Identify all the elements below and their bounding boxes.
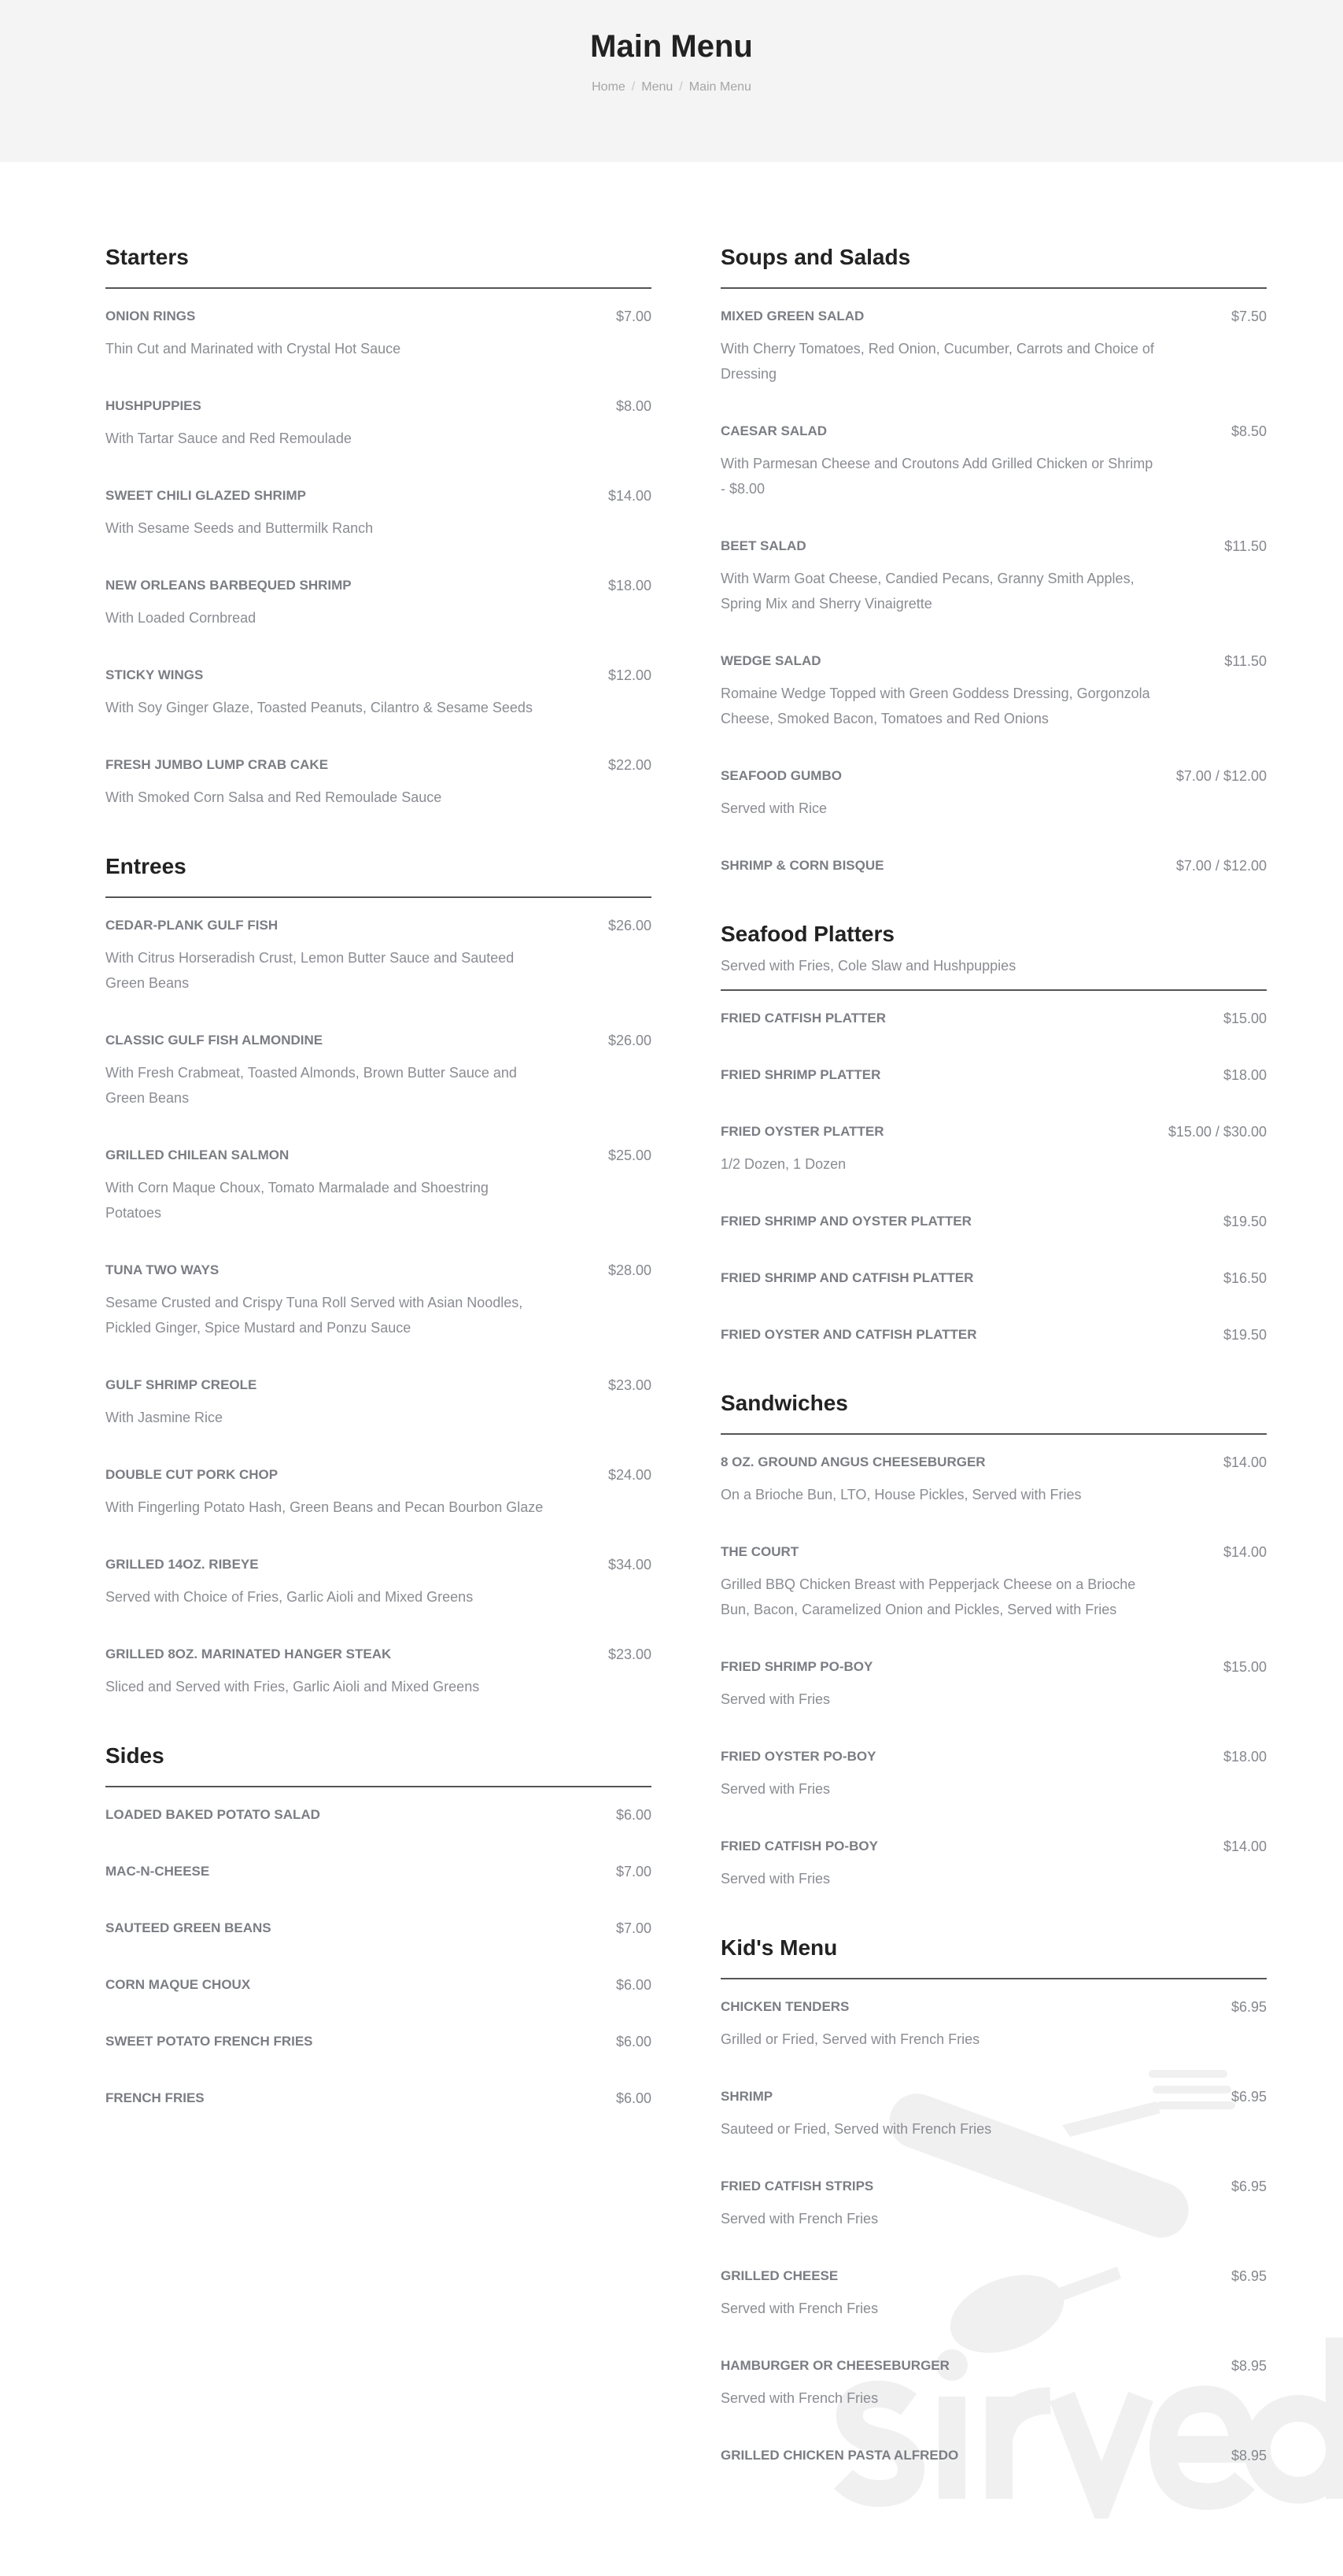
menu-item-header	[721, 1655, 1267, 1679]
menu-item-name: THE COURT	[721, 1544, 799, 1559]
menu-item-name: FRIED SHRIMP AND OYSTER PLATTER	[721, 1214, 972, 1229]
menu-item-name: MIXED GREEN SALAD	[721, 309, 865, 323]
menu-item-header	[721, 2085, 1267, 2108]
menu-item-name: FRIED SHRIMP AND CATFISH PLATTER	[721, 1270, 974, 1285]
menu-item-description: With Fingerling Potato Hash, Green Beans and Pecan Bourbon Glaze	[105, 1499, 544, 1515]
menu-item-name: CLASSIC GULF FISH ALMONDINE	[105, 1033, 323, 1048]
menu-item	[721, 2085, 1267, 2142]
menu-item-header	[105, 1643, 651, 1666]
menu-section	[105, 234, 651, 810]
menu-item	[105, 2030, 651, 2053]
menu-item-price: $19.50	[1223, 1327, 1267, 1343]
menu-item-price: $18.00	[607, 578, 651, 593]
menu-item-name: GRILLED CHILEAN SALMON	[105, 1148, 290, 1162]
menu-item	[721, 2264, 1267, 2321]
breadcrumb-home[interactable]: Home	[592, 80, 625, 94]
menu-item	[721, 1120, 1267, 1177]
menu-item-header	[721, 419, 1267, 443]
menu-item-name: FRIED SHRIMP PLATTER	[721, 1067, 881, 1082]
menu-item	[721, 764, 1267, 821]
menu-item-header	[721, 305, 1267, 328]
menu-item-header	[105, 1916, 651, 1940]
menu-item	[721, 1007, 1267, 1030]
menu-item-header	[105, 1553, 651, 1576]
menu-item-price: $24.00	[607, 1467, 651, 1483]
menu-item-header	[105, 1029, 651, 1052]
menu-item-header	[721, 1266, 1267, 1290]
menu-item-name: NEW ORLEANS BARBEQUED SHRIMP	[105, 578, 352, 593]
menu-item-price: $6.00	[615, 2034, 651, 2049]
menu-item	[105, 1144, 651, 1225]
menu-item-name: CHICKEN TENDERS	[721, 1999, 850, 2014]
menu-item	[105, 1258, 651, 1340]
menu-item	[721, 1745, 1267, 1802]
menu-item-price: $6.00	[615, 2090, 651, 2106]
menu-item-header	[721, 1451, 1267, 1474]
menu-item-price: $6.00	[615, 1807, 651, 1823]
menu-item	[721, 1655, 1267, 1712]
menu-item-description: With Cherry Tomatoes, Red Onion, Cucumber, Carrots and Choice of Dressing	[721, 341, 1154, 382]
menu-item-price: $6.95	[1230, 2089, 1267, 2105]
menu-item-header	[721, 1007, 1267, 1030]
menu-item-name: CORN MAQUE CHOUX	[105, 1977, 251, 1992]
menu-item-header	[105, 914, 651, 937]
breadcrumb	[0, 80, 1343, 94]
page-title: Main Menu	[590, 29, 753, 64]
menu-item	[105, 574, 651, 630]
menu-item-price: $6.00	[615, 1977, 651, 1993]
menu-item-description: With Smoked Corn Salsa and Red Remoulade Sauce	[105, 789, 442, 805]
section-title: Sides	[105, 1743, 164, 1768]
menu-item-name: SAUTEED GREEN BEANS	[105, 1920, 271, 1935]
menu-item-price: $11.50	[1224, 538, 1267, 554]
menu-item-header	[721, 1063, 1267, 1087]
menu-section	[105, 843, 651, 1699]
menu-item-name: FRIED SHRIMP PO-BOY	[721, 1659, 873, 1674]
menu-item-name: FRIED CATFISH PO-BOY	[721, 1839, 878, 1853]
menu-item-description: Served with Fries	[721, 1691, 831, 1707]
menu-item-description: Served with French Fries	[721, 2211, 879, 2227]
menu-item-price: $18.00	[1223, 1749, 1267, 1765]
menu-item	[721, 649, 1267, 731]
menu-item-price: $8.95	[1230, 2448, 1267, 2463]
section-header	[721, 911, 1267, 991]
section-title: Soups and Salads	[721, 245, 911, 269]
menu-item	[105, 1973, 651, 1997]
menu-item-description: With Parmesan Cheese and Croutons Add Grilled Chicken or Shrimp - $8.00	[721, 456, 1153, 497]
menu-item-description: With Sesame Seeds and Buttermilk Ranch	[105, 520, 374, 536]
menu-item-name: GRILLED CHICKEN PASTA ALFREDO	[721, 2448, 959, 2463]
menu-item-header	[721, 764, 1267, 788]
menu-item-price: $19.50	[1223, 1214, 1267, 1229]
menu-item-price: $7.00 / $12.00	[1175, 858, 1267, 874]
section-subtitle: Served with Fries, Cole Slaw and Hushpuppies	[721, 958, 1016, 974]
menu-item-description: With Loaded Cornbread	[105, 610, 256, 626]
menu-item-header	[721, 2444, 1267, 2467]
menu-item-header	[721, 1210, 1267, 1233]
menu-item	[721, 1210, 1267, 1233]
menu-item	[105, 914, 651, 996]
menu-item-price: $15.00	[1223, 1011, 1267, 1026]
section-header	[721, 234, 1267, 289]
menu-item-price: $7.00 / $12.00	[1175, 768, 1267, 784]
menu-item-price: $7.00	[615, 1864, 651, 1879]
menu-item	[721, 1835, 1267, 1891]
menu-item-price: $6.95	[1230, 1999, 1267, 2015]
menu-item-name: CEDAR-PLANK GULF FISH	[105, 918, 279, 933]
menu-item-description: Served with Fries	[721, 1871, 831, 1887]
menu-section	[721, 234, 1267, 878]
menu-item	[721, 2444, 1267, 2467]
section-header	[105, 1732, 651, 1787]
breadcrumb-separator: /	[679, 80, 683, 94]
menu-item-header	[721, 2175, 1267, 2198]
menu-item-header	[105, 305, 651, 328]
menu-item	[105, 1373, 651, 1430]
menu-item-description: With Fresh Crabmeat, Toasted Almonds, Brown Butter Sauce and Green Beans	[105, 1065, 517, 1106]
section-title: Kid's Menu	[721, 1935, 838, 1960]
menu-item-header	[105, 2030, 651, 2053]
menu-item-price: $14.00	[1223, 1544, 1267, 1560]
menu-item-description: With Citrus Horseradish Crust, Lemon Butter Sauce and Sauteed Green Beans	[105, 950, 515, 991]
menu-item-price: $14.00	[607, 488, 651, 504]
menu-item-price: $7.00	[615, 309, 651, 324]
menu-item	[105, 1553, 651, 1610]
menu-section	[105, 1732, 651, 2110]
menu-item-header	[721, 1835, 1267, 1858]
menu-item-name: SWEET POTATO FRENCH FRIES	[105, 2034, 313, 2049]
menu-item-description: With Tartar Sauce and Red Remoulade	[105, 431, 352, 446]
menu-item-name: GRILLED CHEESE	[721, 2268, 839, 2283]
menu-item	[105, 1643, 651, 1699]
page-header	[0, 0, 1343, 162]
section-title: Starters	[105, 245, 189, 269]
menu-item-name: HAMBURGER OR CHEESEBURGER	[721, 2358, 950, 2373]
menu-item	[721, 1266, 1267, 1290]
menu-item-name: GRILLED 8OZ. MARINATED HANGER STEAK	[105, 1646, 392, 1661]
section-title: Seafood Platters	[721, 922, 895, 946]
menu-item-name: LOADED BAKED POTATO SALAD	[105, 1807, 320, 1822]
section-header	[105, 234, 651, 289]
menu-item-price: $6.95	[1230, 2179, 1267, 2194]
menu-item	[105, 1463, 651, 1520]
menu-item-name: STICKY WINGS	[105, 667, 204, 682]
menu-item-name: HUSHPUPPIES	[105, 398, 201, 413]
menu-item-header	[721, 2354, 1267, 2378]
menu-item-header	[721, 649, 1267, 673]
menu-item-header	[721, 1540, 1267, 1564]
menu-item	[721, 854, 1267, 878]
menu-item-name: SEAFOOD GUMBO	[721, 768, 842, 783]
menu-item-price: $23.00	[607, 1377, 651, 1393]
menu-item-header	[105, 1144, 651, 1167]
menu-item-header	[105, 1973, 651, 1997]
menu-item-header	[105, 394, 651, 418]
menu-item-header	[105, 2086, 651, 2110]
menu-section	[721, 911, 1267, 1347]
section-title: Sandwiches	[721, 1391, 848, 1415]
menu-item-header	[721, 534, 1267, 558]
menu-item-price: $7.50	[1230, 309, 1267, 324]
menu-item-price: $25.00	[607, 1148, 651, 1163]
menu-item	[721, 2354, 1267, 2411]
menu-item-price: $7.00	[615, 1920, 651, 1936]
menu-item-name: ONION RINGS	[105, 309, 196, 323]
menu-item	[105, 305, 651, 361]
section-header	[721, 1924, 1267, 1979]
menu-item-header	[721, 1995, 1267, 2019]
menu-item	[105, 2086, 651, 2110]
menu-item	[105, 663, 651, 720]
menu-item-price: $18.00	[1223, 1067, 1267, 1083]
menu-item	[721, 2175, 1267, 2231]
menu-item-name: FRESH JUMBO LUMP CRAB CAKE	[105, 757, 329, 772]
menu-item-name: FRIED CATFISH STRIPS	[721, 2179, 874, 2193]
menu-item-price: $15.00	[1223, 1659, 1267, 1675]
menu-column-right	[721, 234, 1267, 2500]
menu-item-name: FRIED OYSTER PLATTER	[721, 1124, 884, 1139]
menu-item-header	[105, 1373, 651, 1397]
menu-item-price: $22.00	[607, 757, 651, 773]
menu-item-name: 8 OZ. GROUND ANGUS CHEESEBURGER	[721, 1454, 986, 1469]
menu-item-header	[105, 1860, 651, 1883]
menu-item-header	[721, 1745, 1267, 1768]
menu-item-header	[721, 1323, 1267, 1347]
menu-item-name: SHRIMP	[721, 2089, 773, 2104]
menu-section	[721, 1380, 1267, 1891]
menu-item-name: FRENCH FRIES	[105, 2090, 205, 2105]
menu-item-price: $11.50	[1224, 653, 1267, 669]
menu-item-name: WEDGE SALAD	[721, 653, 821, 668]
menu-item-header	[721, 854, 1267, 878]
menu-item-name: CAESAR SALAD	[721, 423, 828, 438]
menu-item-name: FRIED OYSTER AND CATFISH PLATTER	[721, 1327, 977, 1342]
menu-item	[105, 1803, 651, 1827]
breadcrumb-menu[interactable]: Menu	[641, 80, 673, 94]
menu-item-header	[105, 1803, 651, 1827]
menu-item	[105, 753, 651, 810]
menu-item-name: DOUBLE CUT PORK CHOP	[105, 1467, 279, 1482]
menu-item-description: Sesame Crusted and Crispy Tuna Roll Served with Asian Noodles, Pickled Ginger, Spice Mustard and Ponzu Sauce	[105, 1295, 523, 1336]
menu-item	[721, 1540, 1267, 1622]
menu-item-header	[105, 1463, 651, 1487]
menu-item-price: $12.00	[607, 667, 651, 683]
menu-item-price: $14.00	[1223, 1454, 1267, 1470]
menu-item-description: Sliced and Served with Fries, Garlic Aioli and Mixed Greens	[105, 1679, 480, 1695]
menu-item	[721, 534, 1267, 616]
breadcrumb-current: Main Menu	[688, 80, 751, 94]
menu-item-description: With Jasmine Rice	[105, 1410, 223, 1425]
menu-content	[0, 162, 1343, 2500]
menu-item-price: $8.95	[1230, 2358, 1267, 2374]
menu-item-header	[105, 484, 651, 508]
menu-item-name: FRIED CATFISH PLATTER	[721, 1011, 886, 1026]
menu-item-header	[105, 663, 651, 687]
menu-item	[721, 1323, 1267, 1347]
section-header	[105, 843, 651, 898]
menu-item	[105, 394, 651, 451]
menu-item-description: Served with Rice	[721, 800, 828, 816]
menu-item-price: $26.00	[607, 1033, 651, 1048]
menu-item	[105, 1860, 651, 1883]
menu-item-price: $14.00	[1223, 1839, 1267, 1854]
menu-item-price: $16.50	[1223, 1270, 1267, 1286]
menu-item-price: $28.00	[607, 1262, 651, 1278]
menu-column-left	[105, 234, 651, 2500]
menu-item-description: With Corn Maque Choux, Tomato Marmalade and Shoestring Potatoes	[105, 1180, 489, 1221]
menu-item-description: Grilled or Fried, Served with French Fries	[721, 2031, 980, 2047]
menu-section	[721, 1924, 1267, 2467]
menu-item-header	[105, 753, 651, 777]
menu-item-description: With Soy Ginger Glaze, Toasted Peanuts, Cilantro & Sesame Seeds	[105, 700, 533, 715]
menu-item-description: Served with Fries	[721, 1781, 831, 1797]
menu-item-name: SHRIMP & CORN BISQUE	[721, 858, 884, 873]
section-title: Entrees	[105, 854, 186, 878]
menu-item-price: $15.00 / $30.00	[1168, 1124, 1267, 1140]
menu-item-header	[105, 574, 651, 597]
menu-item-description: Grilled BBQ Chicken Breast with Pepperjack Cheese on a Brioche Bun, Bacon, Caramelized Onion and Pickles, Served with Fries	[721, 1576, 1136, 1617]
menu-item-price: $26.00	[607, 918, 651, 933]
menu-item-name: FRIED OYSTER PO-BOY	[721, 1749, 876, 1764]
menu-item-description: Served with Choice of Fries, Garlic Aioli and Mixed Greens	[105, 1589, 474, 1605]
menu-item-price: $8.00	[615, 398, 651, 414]
menu-item-name: SWEET CHILI GLAZED SHRIMP	[105, 488, 306, 503]
menu-item-price: $23.00	[607, 1646, 651, 1662]
menu-item-name: BEET SALAD	[721, 538, 806, 553]
menu-item-name: GULF SHRIMP CREOLE	[105, 1377, 257, 1392]
menu-item-name: GRILLED 14OZ. RIBEYE	[105, 1557, 259, 1572]
section-header	[721, 1380, 1267, 1435]
menu-item-description: Served with French Fries	[721, 2390, 879, 2406]
menu-item	[105, 1029, 651, 1111]
menu-item-description: Sauteed or Fried, Served with French Fries	[721, 2121, 992, 2137]
menu-item-name: MAC-N-CHEESE	[105, 1864, 210, 1879]
menu-item-price: $6.95	[1230, 2268, 1267, 2284]
breadcrumb-separator: /	[631, 80, 636, 94]
menu-item-header	[721, 1120, 1267, 1144]
menu-item-description: With Warm Goat Cheese, Candied Pecans, Granny Smith Apples, Spring Mix and Sherry Vinaigrette	[721, 571, 1135, 612]
menu-item	[721, 419, 1267, 501]
menu-item-description: Thin Cut and Marinated with Crystal Hot Sauce	[105, 341, 401, 357]
menu-item	[721, 1995, 1267, 2052]
menu-item-price: $34.00	[607, 1557, 651, 1573]
menu-item	[105, 484, 651, 541]
menu-item-header	[105, 1258, 651, 1282]
menu-item	[721, 305, 1267, 386]
menu-item-description: On a Brioche Bun, LTO, House Pickles, Served with Fries	[721, 1487, 1082, 1502]
menu-item	[105, 1916, 651, 1940]
menu-item-price: $8.50	[1230, 423, 1267, 439]
menu-item-description: 1/2 Dozen, 1 Dozen	[721, 1156, 847, 1172]
menu-item	[721, 1451, 1267, 1507]
menu-item-description: Served with French Fries	[721, 2301, 879, 2316]
menu-item-name: TUNA TWO WAYS	[105, 1262, 220, 1277]
menu-item-header	[721, 2264, 1267, 2288]
menu-item-description: Romaine Wedge Topped with Green Goddess Dressing, Gorgonzola Cheese, Smoked Bacon, Tomatoes and Red Onions	[721, 686, 1150, 726]
menu-item	[721, 1063, 1267, 1087]
